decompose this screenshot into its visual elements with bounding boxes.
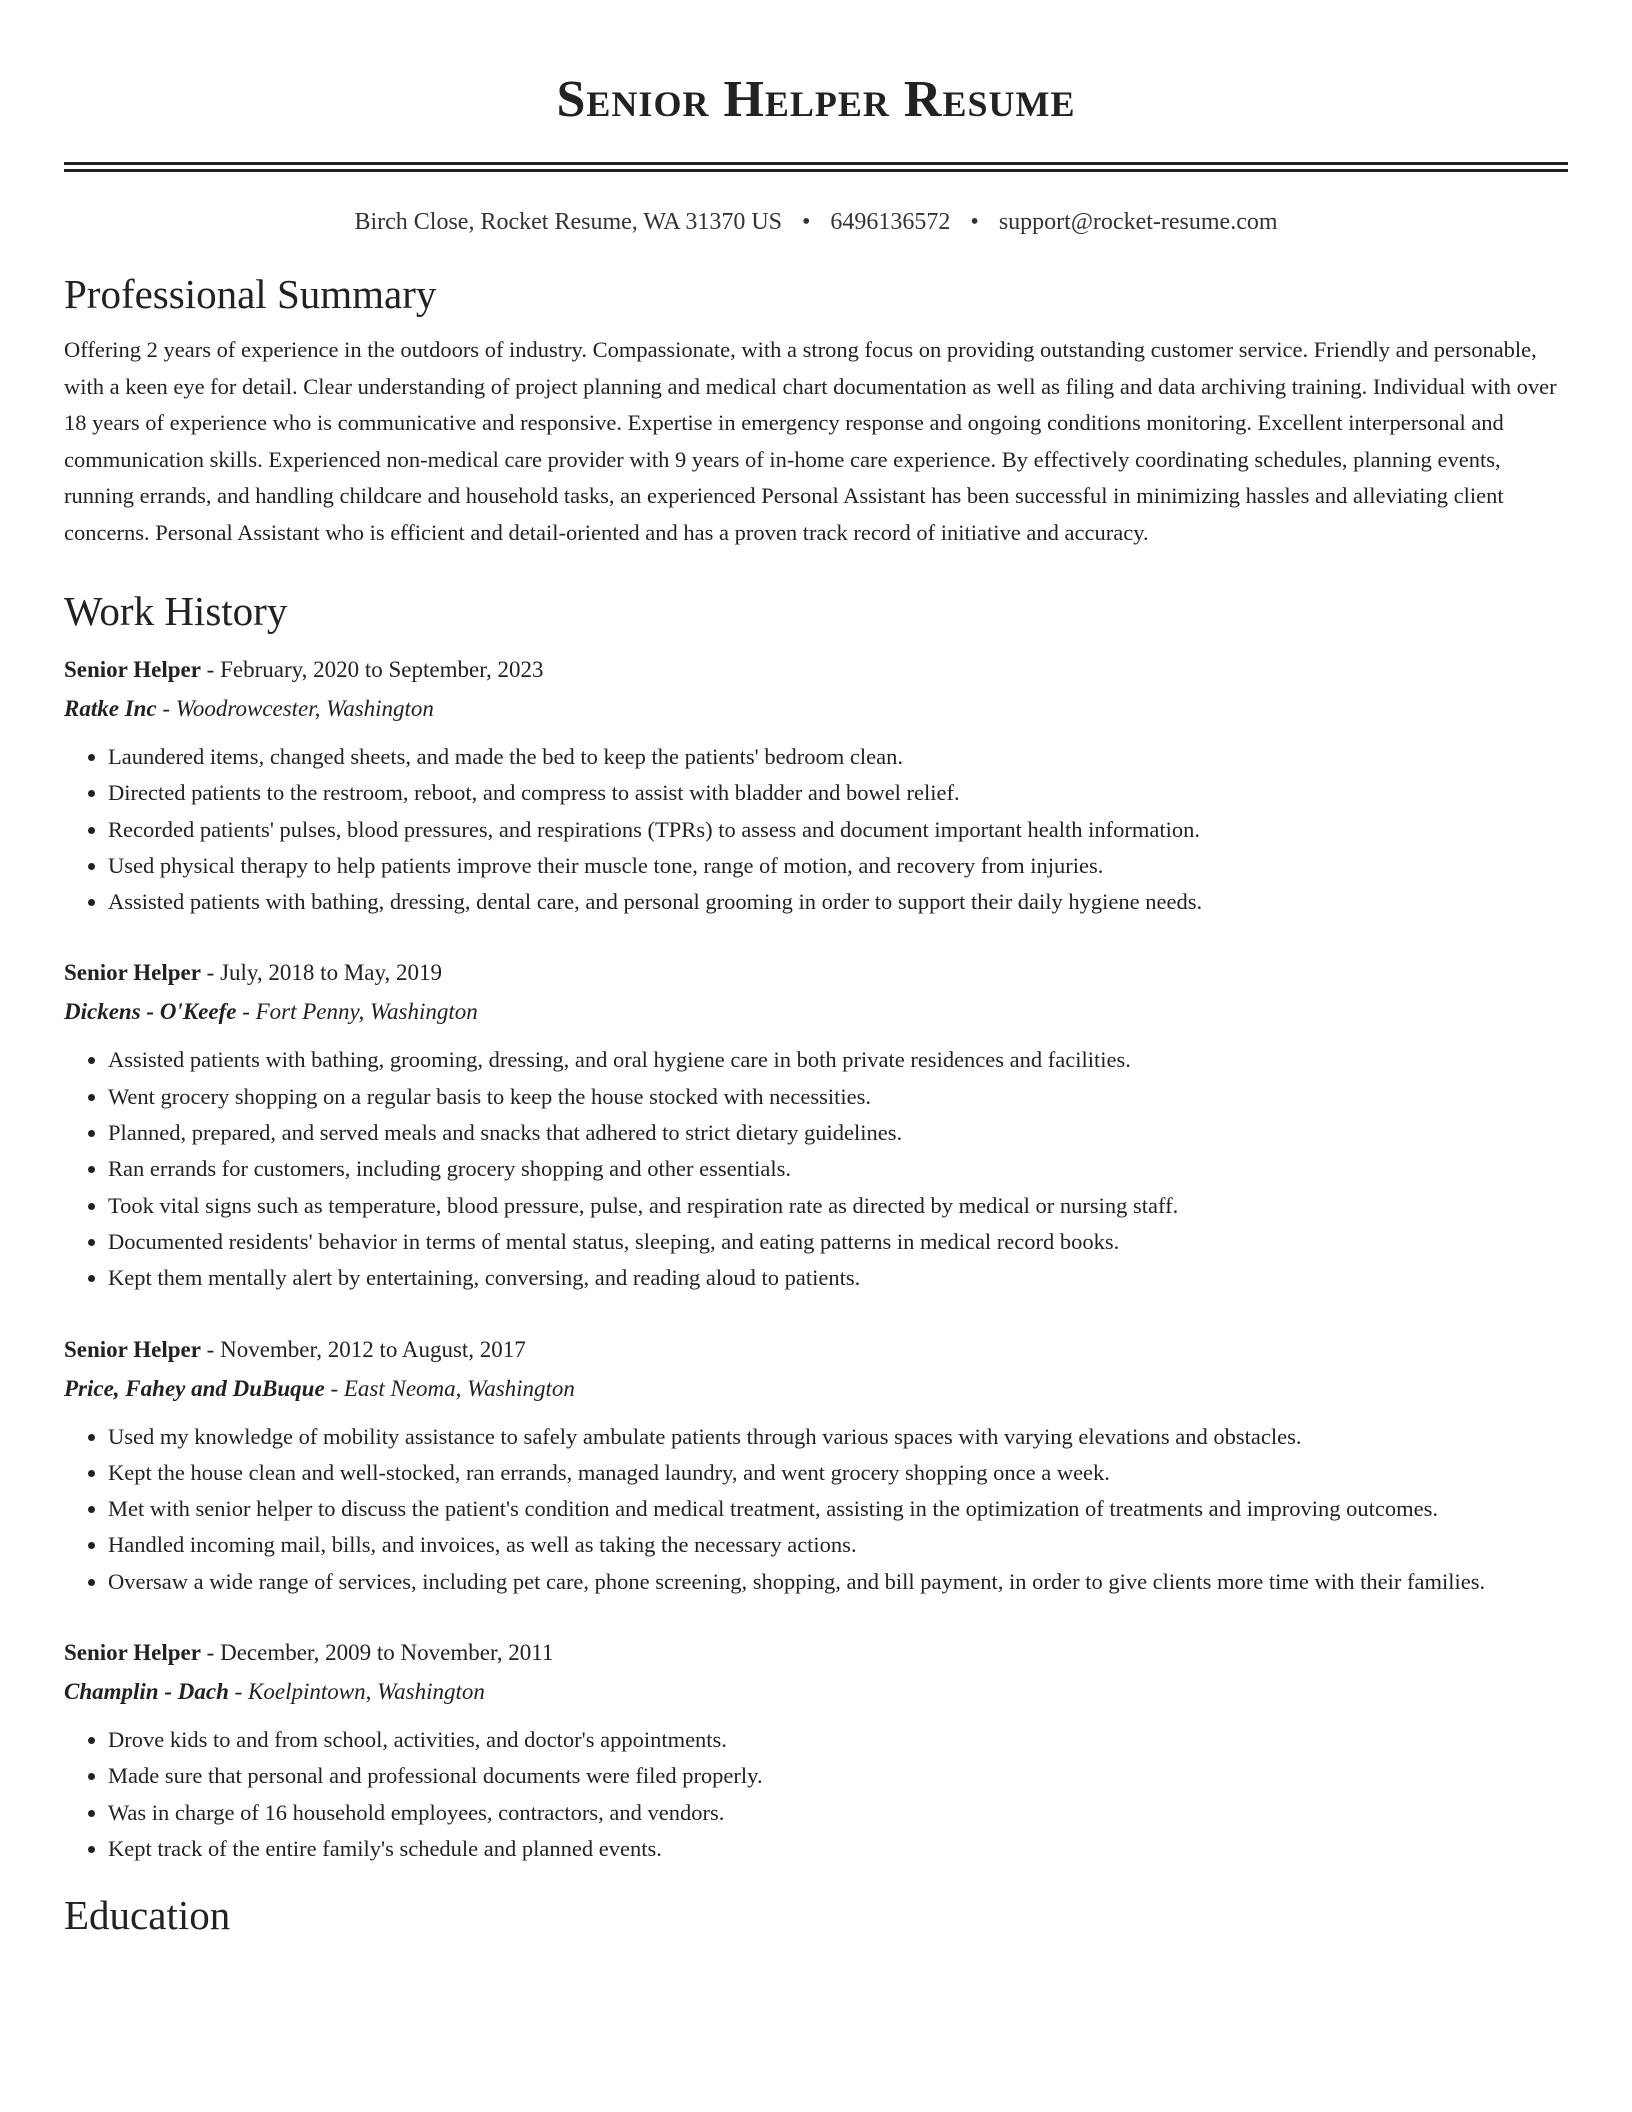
employer-name: Ratke Inc [64,696,157,721]
employer-line [64,992,1568,1032]
work-history-heading: Work History [64,588,288,634]
job-title: Senior Helper [64,1640,201,1666]
job-title-line [64,651,1568,689]
job-title-line [64,1331,1568,1369]
job-dates: - February, 2020 to September, 2023 [200,657,544,682]
contact-separator: • [970,209,979,235]
list-item: • Used my knowledge of mobility assistance to safely ambulate patients through various spaces with varying elevations and obstacles. [108,1419,1568,1455]
job-entry [64,954,1568,1296]
job-bullets [64,739,1568,920]
job-title-line [64,1634,1568,1672]
summary-heading: Professional Summary [64,271,437,317]
job-bullets [64,1722,1568,1867]
list-item: • Kept track of the entire family's schedule and planned events. [108,1831,1568,1867]
employer-location: - East Neoma, Washington [324,1375,575,1401]
list-item: • Recorded patients' pulses, blood pressures, and respirations (TPRs) to assess and document important health information. [108,812,1568,848]
employer-line [64,1369,1568,1409]
job-entry [64,1331,1568,1600]
job-title: Senior Helper [64,960,201,986]
contact-address: Birch Close, Rocket Resume, WA 31370 US [354,209,783,235]
employer-name: Price, Fahey and DuBuque [64,1375,325,1401]
list-item: • Kept them mentally alert by entertaining, conversing, and reading aloud to patients. [108,1260,1568,1296]
list-item: • Drove kids to and from school, activities, and doctor's appointments. [108,1722,1568,1758]
employer-name: Dickens - O'Keefe [64,999,237,1025]
list-item: • Assisted patients with bathing, grooming, dressing, and oral hygiene care in both private residences and facilities. [108,1042,1568,1078]
list-item: • Oversaw a wide range of services, including pet care, phone screening, shopping, and bill payment, in order to give clients more time with their families. [108,1564,1568,1600]
job-title-line [64,954,1568,992]
employer-location: - Koelpintown, Washington [228,1679,485,1705]
list-item: • Handled incoming mail, bills, and invoices, as well as taking the necessary actions. [108,1527,1568,1563]
employer-line [64,689,1568,729]
education-heading: Education [64,1892,231,1939]
list-item: • Ran errands for customers, including grocery shopping and other essentials. [108,1151,1568,1187]
contact-separator: • [802,209,811,235]
job-title: Senior Helper [64,657,201,682]
list-item: • Planned, prepared, and served meals and snacks that adhered to strict dietary guidelines. [108,1115,1568,1151]
contact-phone: 6496136572 [830,209,951,235]
job-title: Senior Helper [64,1336,201,1362]
list-item: • Used physical therapy to help patients improve their muscle tone, range of motion, and recovery from injuries. [108,848,1568,884]
title-double-rule [64,162,1568,172]
list-item: • Made sure that personal and professional documents were filed properly. [108,1758,1568,1794]
list-item: • Documented residents' behavior in terms of mental status, sleeping, and eating patterns in medical record books. [108,1224,1568,1260]
employer-location: - Woodrowcester, Washington [156,696,434,721]
list-item: • Went grocery shopping on a regular basis to keep the house stocked with necessities. [108,1079,1568,1115]
list-item: • Kept the house clean and well-stocked, ran errands, managed laundry, and went grocery shopping once a week. [108,1455,1568,1491]
job-dates: - December, 2009 to November, 2011 [200,1640,554,1666]
job-bullets [64,1042,1568,1296]
employer-line [64,1672,1568,1712]
job-entry [64,1634,1568,1867]
list-item: • Assisted patients with bathing, dressing, dental care, and personal grooming in order to support their daily hygiene needs. [108,884,1568,920]
summary-text: Offering 2 years of experience in the outdoors of industry. Compassionate, with a strong focus on providing outstanding customer service. Friendly and personable, with a keen eye for detail. Clear understanding of project planning and medical chart documentation as well as filing and data archiving training. Individual with over 18 years of experience who is communicative and responsive. Expertise in emergency response and ongoing conditions monitoring. Excellent interpersonal and communication skills. Experienced non-medical care provider with 9 years of in-home care experience. By effectively coordinating schedules, planning events, running errands, and handling childcare and household tasks, an experienced Personal Assistant has been successful in minimizing hassles and alleviating client concerns. Personal Assistant who is efficient and detail-oriented and has a proven track record of initiative and accuracy. [64,337,1557,545]
job-bullets [64,1419,1568,1600]
list-item: • Took vital signs such as temperature, blood pressure, pulse, and respiration rate as directed by medical or nursing staff. [108,1188,1568,1224]
list-item: • Directed patients to the restroom, reboot, and compress to assist with bladder and bowel relief. [108,775,1568,811]
list-item: • Met with senior helper to discuss the patient's condition and medical treatment, assisting in the optimization of treatments and improving outcomes. [108,1491,1568,1527]
resume-title: Senior Helper Resume [556,71,1076,128]
job-entry [64,651,1568,920]
employer-location: - Fort Penny, Washington [236,999,478,1025]
list-item: • Was in charge of 16 household employees, contractors, and vendors. [108,1795,1568,1831]
list-item: • Laundered items, changed sheets, and made the bed to keep the patients' bedroom clean. [108,739,1568,775]
employer-name: Champlin - Dach [64,1679,229,1705]
job-dates: - July, 2018 to May, 2019 [200,960,442,986]
contact-email: support@rocket-resume.com [998,209,1278,235]
job-dates: - November, 2012 to August, 2017 [200,1336,526,1362]
contact-line [64,206,1568,238]
